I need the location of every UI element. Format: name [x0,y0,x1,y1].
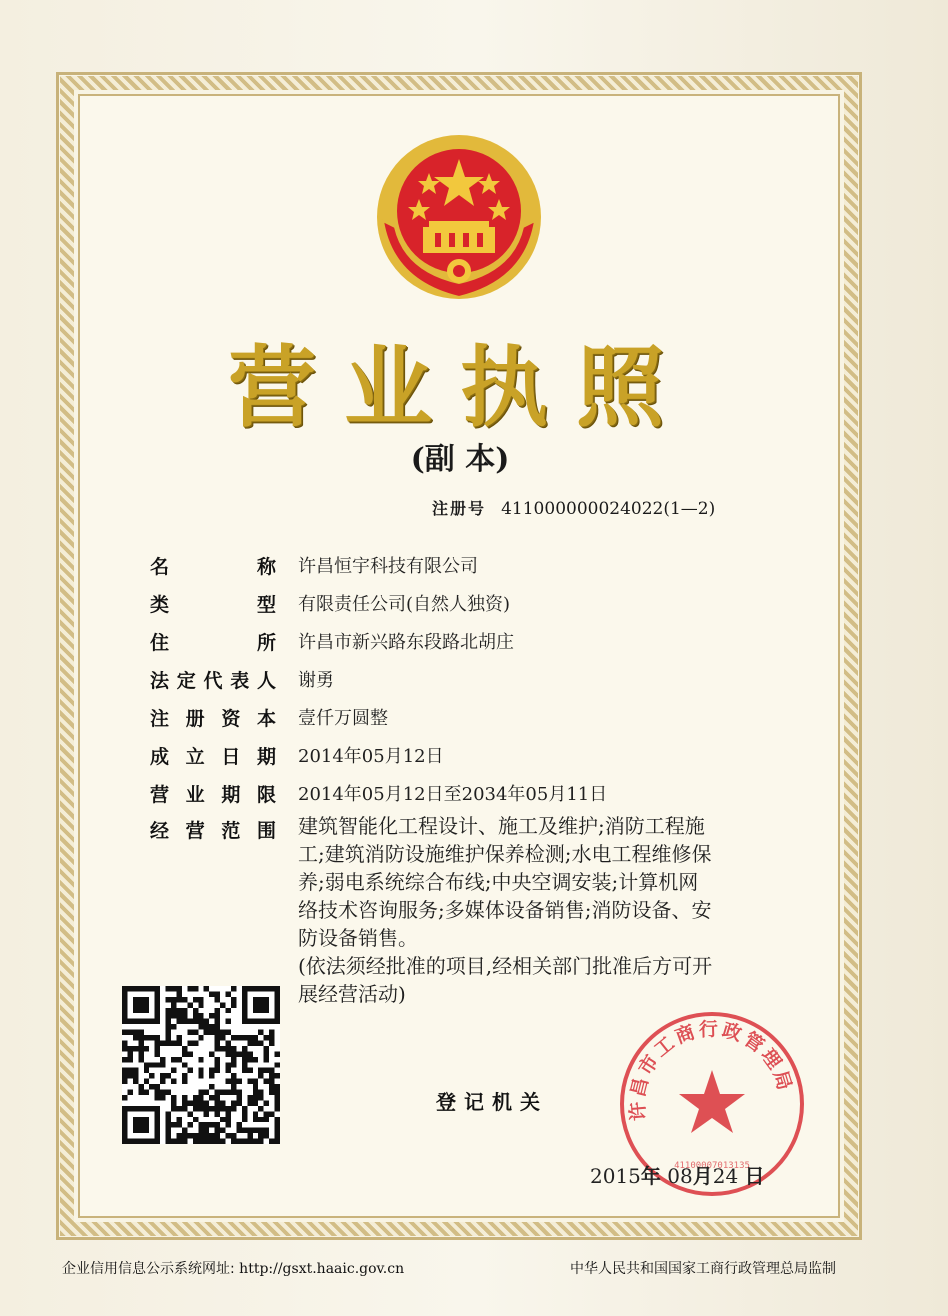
business-scope-label: 经 营 范 围 [150,820,276,842]
field-label: 注 册 资 本 [150,708,276,730]
qr-code-icon [122,986,280,1144]
field-value: 有限责任公司(自然人独资) [298,594,511,615]
registration-number [432,496,715,519]
copy-subtitle: (副 本) [410,442,510,477]
seal-code: 41100007013135 [674,1161,750,1171]
national-emblem-icon [373,131,545,303]
field-value: 许昌恒宇科技有限公司 [298,556,478,577]
field-legal-representative [150,662,810,700]
field-type [150,586,810,624]
footer-website-url[interactable]: http://gsxt.haaic.gov.cn [239,1261,405,1277]
page-title: 营业执照 [227,335,692,439]
scope-line: (依法须经批准的项目,经相关部门批准后方可开 [298,954,713,978]
scope-line: 络技术咨询服务;多媒体设备销售;消防设备、安 [298,898,712,922]
field-address [150,624,810,662]
footer-website-label: 企业信用信息公示系统网址: [62,1261,235,1277]
field-value: 许昌市新兴路东段路北胡庄 [298,632,514,653]
registration-value: 411000000024022(1—2) [501,499,716,519]
scope-line: 防设备销售。 [298,926,418,950]
scope-line: 养;弱电系统综合布线;中央空调安装;计算机网 [298,870,699,894]
field-value: 谢勇 [298,670,334,691]
scope-line: 工;建筑消防设施维护保养检测;水电工程维修保 [298,842,712,866]
field-label: 住 所 [150,632,276,654]
field-label: 类 型 [150,594,276,616]
issue-year: 2015 [590,1164,641,1188]
field-registered-capital [150,700,810,738]
seal-text: 许昌市工商行政管理局 [626,1018,797,1122]
footer-supervisor: 中华人民共和国国家工商行政管理总局监制 [570,1261,836,1277]
field-label: 名 称 [150,556,276,578]
field-value: 壹仟万圆整 [298,708,388,729]
registration-label: 注册号 [432,499,487,518]
field-name [150,548,810,586]
field-established-date [150,738,810,776]
field-value: 2014年05月12日至2034年05月11日 [298,784,608,805]
business-scope-text [298,812,790,1008]
issue-day: 24 [712,1164,739,1188]
field-label: 营 业 期 限 [150,784,276,806]
info-fields [150,548,810,814]
registration-authority-label: 登记机关 [436,1090,548,1114]
field-label: 成 立 日 期 [150,746,276,768]
field-label: 法 定 代 表 人 [150,670,276,692]
issue-date: 2015年 08月24 日 [590,1164,765,1188]
field-business-term [150,776,810,814]
scope-line: 展经营活动) [298,982,406,1006]
footer-website [62,1258,404,1278]
field-value: 2014年05月12日 [298,746,444,767]
issue-month: 08 [667,1164,693,1188]
scope-line: 建筑智能化工程设计、施工及维护;消防工程施 [298,814,705,838]
